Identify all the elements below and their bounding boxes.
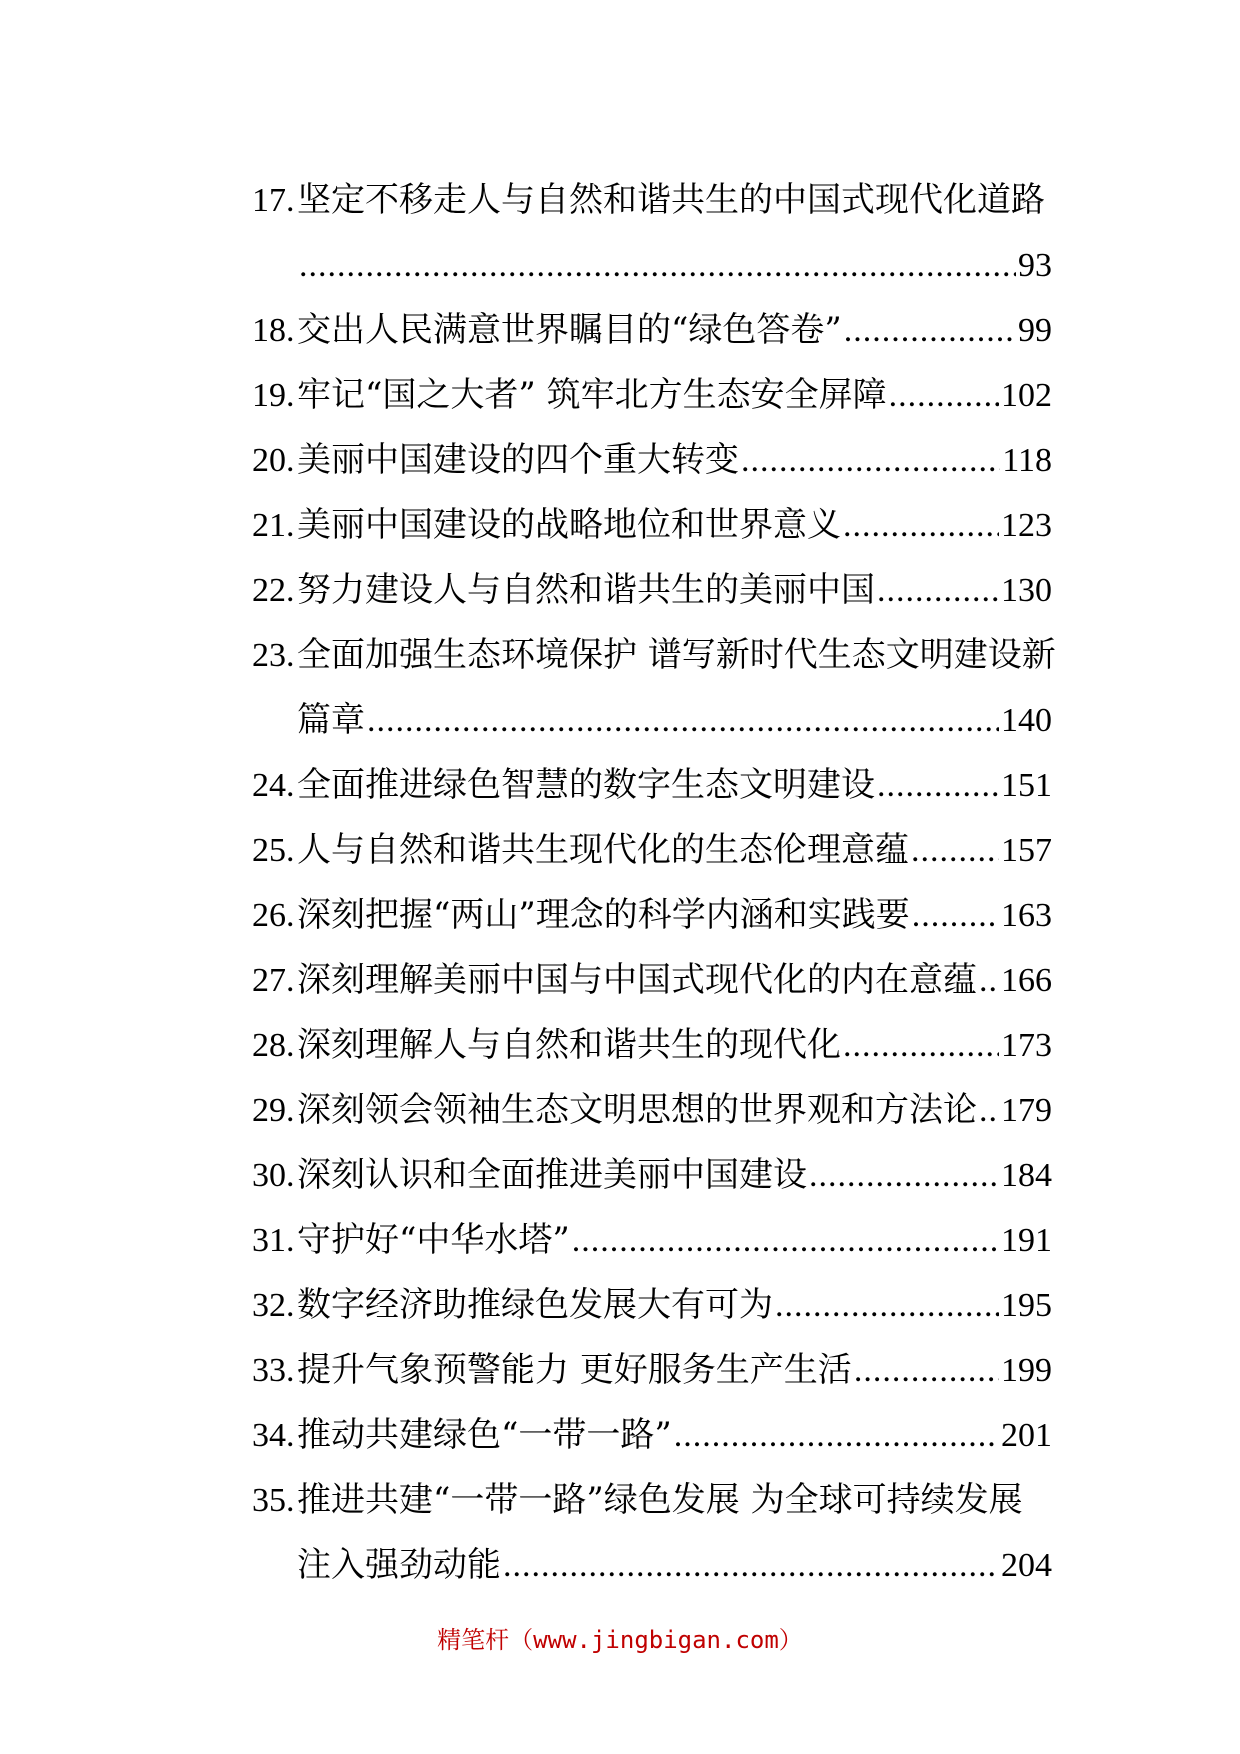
toc-entry-page: 140 [1001,702,1052,739]
toc-entry-number: 33. [252,1352,295,1389]
footer-watermark [0,1620,1240,1655]
toc-entry-29[interactable] [252,1078,1052,1143]
toc-entry-number: 18. [252,312,295,349]
footer-url[interactable]: （www.jingbigan.com） [509,1626,803,1654]
dot-leader [877,558,999,623]
toc-entry-title: 深刻认识和全面推进美丽中国建设 [297,1155,807,1195]
toc-entry-page: 93 [1018,247,1052,284]
toc-entry-31[interactable] [252,1208,1052,1273]
dot-leader [809,1143,999,1208]
toc-entry-title: 全面推进绿色智慧的数字生态文明建设 [297,765,875,805]
toc-entry-number: 21. [252,507,295,544]
toc-entry-number: 34. [252,1417,295,1454]
toc-entry-line [252,1338,1052,1403]
toc-entry-number: 22. [252,572,295,609]
toc-entry-line [252,1403,1052,1468]
toc-entry-page: 99 [1018,312,1052,349]
dot-leader [572,1208,999,1273]
toc-entry-line [252,818,1052,883]
toc-entry-page: 157 [1001,832,1052,869]
toc-entry-number: 19. [252,377,295,414]
table-of-contents [252,168,1056,1598]
toc-entry-line [252,1273,1052,1338]
dot-leader [979,948,999,1013]
toc-entry-continuation-line [252,688,1052,753]
toc-entry-page: 184 [1001,1157,1052,1194]
toc-entry-page: 151 [1001,767,1052,804]
toc-entry-title: 牢记“国之大者” 筑牢北方生态安全屏障 [297,375,887,415]
dot-leader [979,1078,999,1143]
toc-entry-title: 数字经济助推绿色发展大有可为 [297,1285,773,1325]
toc-entry-number: 35. [252,1482,295,1519]
toc-entry-page: 102 [1001,377,1052,414]
dot-leader [775,1273,999,1338]
toc-entry-line [252,883,1052,948]
toc-entry-title: 美丽中国建设的四个重大转变 [297,440,739,480]
toc-entry-page: 166 [1001,962,1052,999]
toc-entry-22[interactable] [252,558,1052,623]
dot-leader [843,1013,999,1078]
toc-entry-17[interactable] [252,168,1052,298]
toc-entry-number: 26. [252,897,295,934]
dot-leader [503,1533,999,1598]
toc-entry-line [252,948,1052,1013]
toc-entry-title: 推动共建绿色“一带一路” [297,1415,672,1455]
toc-entry-page: 195 [1001,1287,1052,1324]
toc-entry-line [252,1143,1052,1208]
toc-entry-title: 人与自然和谐共生现代化的生态伦理意蕴 [297,830,909,870]
toc-entry-34[interactable] [252,1403,1052,1468]
toc-entry-page: 123 [1001,507,1052,544]
toc-entry-line [252,298,1052,363]
dot-leader [911,818,999,883]
dot-leader [674,1403,999,1468]
toc-entry-page: 191 [1001,1222,1052,1259]
toc-entry-line [252,1468,1052,1533]
toc-entry-title: 坚定不移走人与自然和谐共生的中国式现代化道路 [297,180,1045,220]
toc-entry-number: 23. [252,637,295,674]
toc-entry-title: 推进共建“一带一路”绿色发展 为全球可持续发展 [297,1480,1023,1520]
toc-entry-page: 204 [1001,1547,1052,1584]
toc-entry-18[interactable] [252,298,1052,363]
dot-leader [854,1338,999,1403]
toc-entry-title: 提升气象预警能力 更好服务生产生活 [297,1350,852,1390]
toc-entry-line [252,1208,1052,1273]
toc-entry-line [252,1013,1052,1078]
toc-entry-title-continuation: 篇章 [297,700,365,740]
toc-entry-number: 28. [252,1027,295,1064]
toc-entry-25[interactable] [252,818,1052,883]
toc-entry-title: 深刻领会领袖生态文明思想的世界观和方法论 [297,1090,977,1130]
toc-entry-continuation-line [252,1533,1052,1598]
toc-entry-20[interactable] [252,428,1052,493]
toc-entry-26[interactable] [252,883,1052,948]
toc-entry-19[interactable] [252,363,1052,428]
toc-entry-24[interactable] [252,753,1052,818]
dot-leader [741,428,1000,493]
toc-entry-30[interactable] [252,1143,1052,1208]
toc-entry-number: 32. [252,1287,295,1324]
toc-entry-line [252,558,1052,623]
dot-leader [843,493,999,558]
dot-leader [889,363,999,428]
toc-entry-line [252,428,1052,493]
toc-entry-number: 25. [252,832,295,869]
footer-site-name: 精笔杆 [437,1626,510,1654]
toc-entry-number: 17. [252,182,295,219]
toc-entry-line [252,168,1052,233]
toc-entry-continuation-line [252,233,1052,298]
toc-entry-title-continuation: 注入强劲动能 [297,1545,501,1585]
toc-entry-page: 163 [1001,897,1052,934]
dot-leader [367,688,999,753]
dot-leader [877,753,999,818]
toc-entry-33[interactable] [252,1338,1052,1403]
toc-entry-title: 交出人民满意世界瞩目的“绿色答卷” [297,310,842,350]
toc-entry-page: 199 [1001,1352,1052,1389]
toc-entry-line [252,623,1056,688]
dot-leader [844,298,1016,363]
toc-entry-35[interactable] [252,1468,1052,1598]
toc-entry-page: 130 [1001,572,1052,609]
dot-leader [299,233,1016,298]
toc-entry-32[interactable] [252,1273,1052,1338]
dot-leader [912,883,999,948]
toc-entry-title: 深刻理解人与自然和谐共生的现代化 [297,1025,841,1065]
toc-entry-line [252,493,1052,558]
toc-entry-27[interactable] [252,948,1052,1013]
toc-entry-title: 深刻把握“两山”理念的科学内涵和实践要 [297,895,910,935]
toc-entry-number: 29. [252,1092,295,1129]
toc-entry-number: 30. [252,1157,295,1194]
toc-entry-title: 深刻理解美丽中国与中国式现代化的内在意蕴 [297,960,977,1000]
toc-entry-number: 24. [252,767,295,804]
toc-entry-title: 全面加强生态环境保护 谱写新时代生态文明建设新 [297,635,1056,675]
toc-entry-number: 27. [252,962,295,999]
toc-entry-title: 努力建设人与自然和谐共生的美丽中国 [297,570,875,610]
toc-entry-page: 201 [1001,1417,1052,1454]
toc-entry-line [252,1078,1052,1143]
toc-entry-page: 118 [1002,442,1052,479]
toc-entry-line [252,753,1052,818]
toc-entry-21[interactable] [252,493,1052,558]
toc-entry-number: 31. [252,1222,295,1259]
toc-entry-28[interactable] [252,1013,1052,1078]
toc-entry-title: 守护好“中华水塔” [297,1220,570,1260]
toc-entry-number: 20. [252,442,295,479]
toc-entry-line [252,363,1052,428]
toc-entry-page: 173 [1001,1027,1052,1064]
toc-entry-page: 179 [1001,1092,1052,1129]
toc-entry-23[interactable] [252,623,1056,753]
toc-entry-title: 美丽中国建设的战略地位和世界意义 [297,505,841,545]
